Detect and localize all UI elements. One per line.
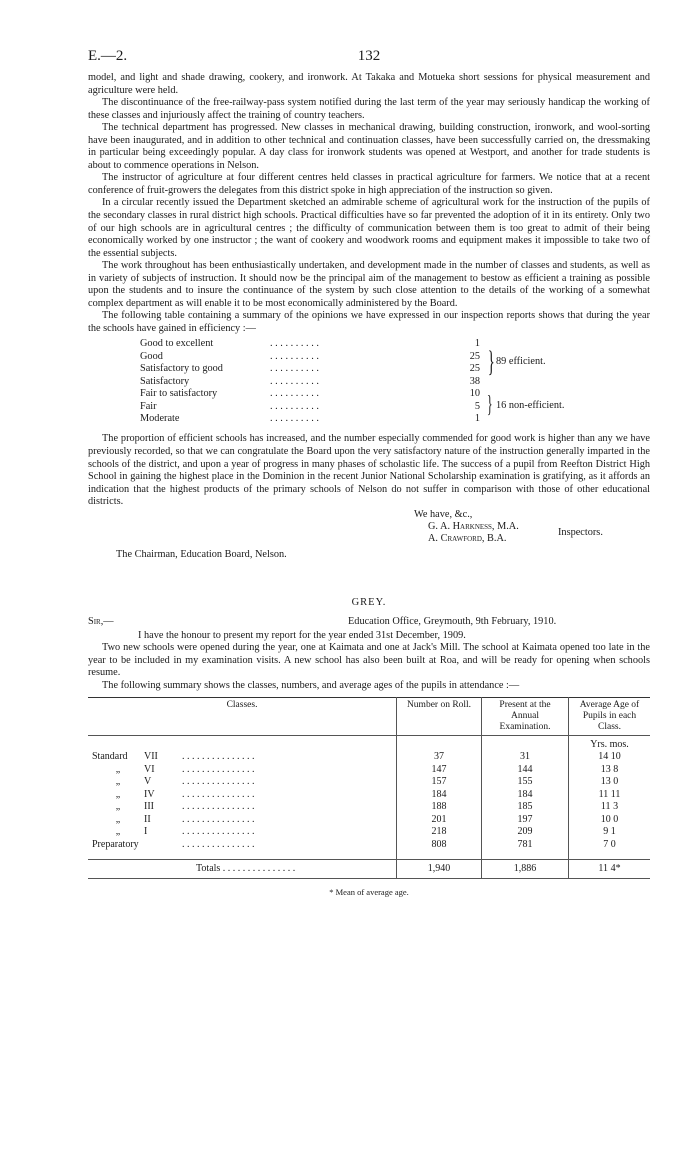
totals-label: Totals [196, 862, 221, 874]
col-roll: Number on Roll. [397, 697, 482, 735]
footnote: * Mean of average age. [329, 887, 409, 897]
paragraph: The work throughout has been enthusiastically undertaken, and development made in the number of classes and students, as well as in variety of subjects of instruction. It should now be the principal aim of the management to bestow as efficient a training as possible upon the students and to insure the continuance of the system by such close attention to the details of the working of a somewhat complex department as will enable it to be most economically administered by the Board. [88, 260, 650, 309]
table-row: Preparatory . . . . . . . . . . . . . . . 808 781 7 0 [88, 839, 650, 852]
table-row: „ II . . . . . . . . . . . . . . . 201 197 10 0 [88, 814, 650, 827]
efficiency-summary: Good to excellent . . . . . . . . . . 1 Good . . . . . . . . . . 25 Satisfactory to good . . . . . . . . . . 25 Satisfactory . . . . . . . . . . 38 Fair to satisfactory . . . . . . . . . . 10 Fair . . . . . . . . . . 5 Moderate . . . . . . . . . . 1 } 89 efficient. } 16 non-efficient. [140, 338, 565, 425]
paragraph: The following summary shows the classes, numbers, and average ages of the pupils in attendance :— [102, 679, 520, 691]
paragraph: Two new schools were opened during the year, one at Kaimata and one at Jack's Mill. The school at Kaimata opened too late in the year to be included in my examination visits. A new school has also been built at Roa, and will be ready for opening when schools resume. [88, 642, 650, 679]
paragraph: The following table containing a summary of the opinions we have expressed in our inspection reports shows that during the year the schools have gained in efficiency :— [88, 310, 650, 334]
report-reference: E.—2. [88, 48, 128, 64]
page-number: 132 [357, 48, 381, 64]
page-header [88, 48, 650, 72]
signature-block [88, 509, 650, 561]
salutation-line [88, 616, 650, 630]
paragraph: The instructor of agriculture at four different centres held classes in practical agriculture for farmers. We notice that at a recent conference of fruit-growers the delegates from this district spoke in high appreciation of the instruction so given. [88, 172, 650, 196]
paragraph: model, and light and shade drawing, cookery, and ironwork. At Takaka and Motueka short sessions for physical measurement and agriculture were held. [88, 72, 650, 96]
office-date: Education Office, Greymouth, 9th February, 1910. [348, 615, 557, 627]
section-heading: GREY. [351, 596, 387, 608]
table-row: Standard VII . . . . . . . . . . . . . . . 37 31 14 10 [88, 751, 650, 764]
paragraph: I have the honour to present my report for the year ended 31st December, 1909. [138, 629, 466, 641]
table-row: „ I . . . . . . . . . . . . . . . 218 209 9 1 [88, 826, 650, 839]
signatory: G. A. Harkness, M.A. [428, 520, 519, 532]
brace: } [487, 345, 495, 379]
table-row: „ IV . . . . . . . . . . . . . . . 184 184 11 11 [88, 789, 650, 802]
signatory: A. Crawford, B.A. [428, 532, 507, 544]
signatory-role: Inspectors. [558, 526, 603, 538]
paragraph: The discontinuance of the free-railway-pass system notified during the last term of the year may seriously handicap the working of these classes and injuriously affect the training of country teachers. [88, 97, 650, 121]
brace: } [486, 392, 493, 419]
nelson-report-body [88, 72, 650, 335]
col-present: Present at the Annual Examination. [482, 697, 569, 735]
valediction: We have, &c., [414, 508, 473, 520]
col-classes: Classes. [88, 697, 397, 735]
attendance-table [88, 697, 650, 880]
efficient-total: 89 efficient. [496, 356, 546, 368]
paragraph: The technical department has progressed. New classes in mechanical drawing, building construction, ironwork, and wool-sorting have been inaugurated, and in addition to other technical and continuation classes, have been successfully carried on, the dressmaking in particular being exceedingly popular. A day class for ironwork students was opened at Westport, and another for trade students is about to commence operations in Nelson. [88, 122, 650, 171]
paragraph: The proportion of efficient schools has increased, and the number especially commended for good work is higher than any we have previously recorded, so that we can congratulate the Board upon the very satisfactory nature of the instruction generally imparted in the schools of the district, and upon a year of progress in many phases of scholastic life. The success of a pupil from Reefton District High School in gaining the highest place in the Dominion in the recent Junior National Scholarship examination is gratifying, as it affords an indication that the highest products of the primary schools of Nelson do not suffer in comparison with those of other educational districts. [88, 433, 650, 508]
paragraph: In a circular recently issued the Department sketched an admirable scheme of agricultural work for the instruction of the pupils of the secondary classes in rural district high schools. Practical difficulties have so far prevented the adoption of it in its entirety. Only two of our high schools are in agricultural centres ; the difficulty of communication between them is too great to admit of their being economically worked by one instructor ; the want of cookery and woodwork rooms and equipment makes it impossible to take two of the essential subjects. [88, 197, 650, 259]
table-row: „ VI . . . . . . . . . . . . . . . 147 144 13 8 [88, 764, 650, 777]
grey-report-body [88, 630, 650, 693]
col-age: Average Age of Pupils in each Class. [569, 697, 651, 735]
salutation: Sir,— [88, 615, 114, 627]
non-efficient-total: 16 non-efficient. [496, 400, 565, 412]
table-row: „ III . . . . . . . . . . . . . . . 188 185 11 3 [88, 801, 650, 814]
unit-months: mos. [609, 738, 629, 750]
addressee: The Chairman, Education Board, Nelson. [116, 548, 287, 560]
page [88, 48, 650, 897]
unit-years: Yrs. [590, 738, 608, 750]
table-totals-row: Totals . . . . . . . . . . . . . . . 1,940 1,886 11 4* [88, 860, 650, 879]
table-row: „ V . . . . . . . . . . . . . . . 157 155 13 0 [88, 776, 650, 789]
